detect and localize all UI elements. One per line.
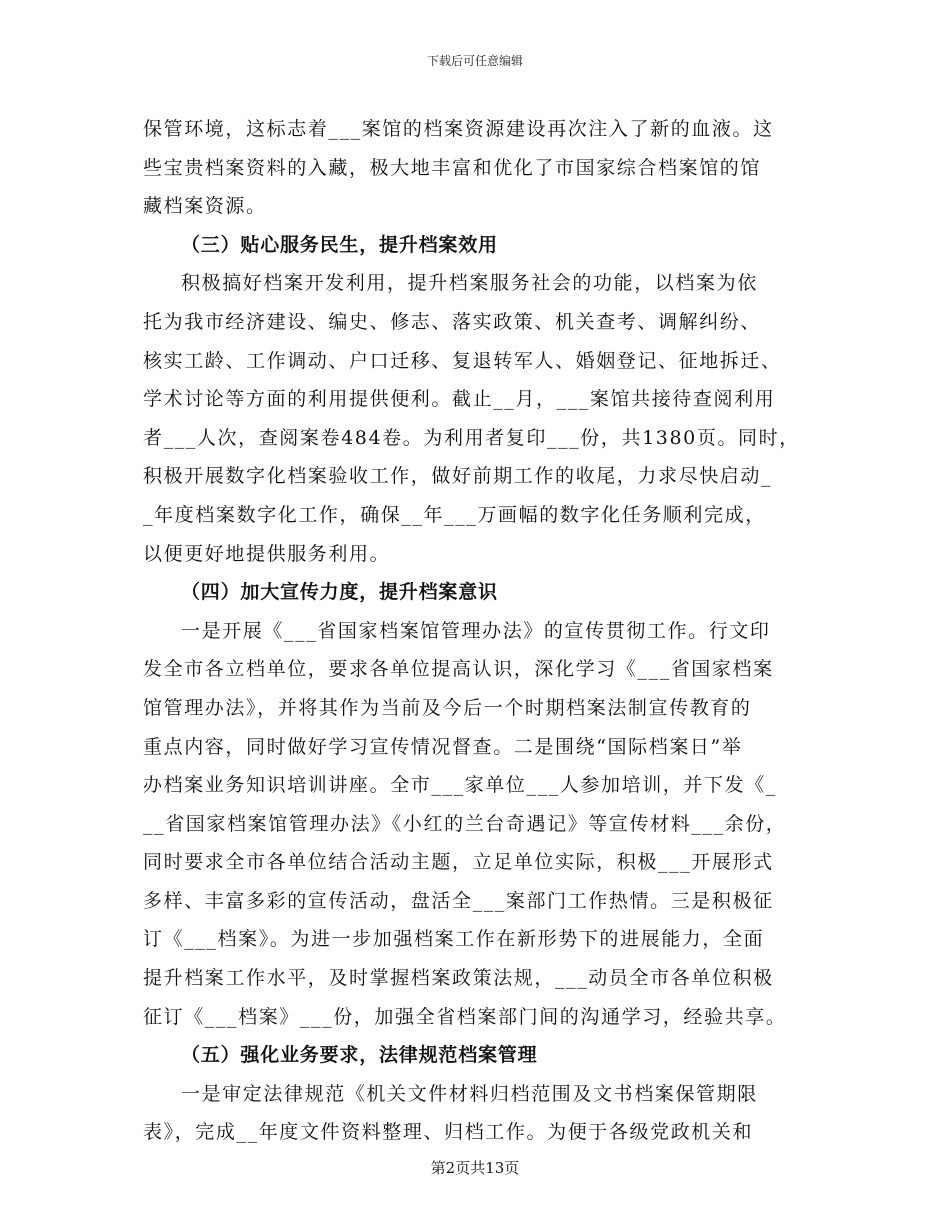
body-line: 办档案业务知识培训讲座。全市___家单位___人参加培训，并下发《_ xyxy=(143,774,777,797)
body-line: 表》，完成__年度文件资料整理、归档工作。为便于各级党政机关和 xyxy=(143,1121,754,1144)
body-line: 订《___档案》。为进一步加强档案工作在新形势下的进展能力，全面 xyxy=(143,928,765,951)
page-number: 第2页共13页 xyxy=(430,1159,520,1177)
page-header: 下载后可任意编辑 xyxy=(426,54,523,68)
body-line: 多样、丰富多彩的宣传活动，盘活全___案部门工作热情。三是积极征 xyxy=(143,889,774,912)
body-line: 以便更好地提供服务利用。 xyxy=(143,542,391,565)
body-line: 馆管理办法》，并将其作为当前及今后一个时期档案法制宣传教育的 xyxy=(143,696,752,719)
body-line: 托为我市经济建设、编史、修志、落实政策、机关查考、调解纠纷、 xyxy=(143,310,762,333)
body-line: 征订《___档案》___份，加强全省档案部门间的沟通学习，经验共享。 xyxy=(143,1005,787,1028)
body-line: 提升档案工作水平，及时掌握档案政策法规，___动员全市各单位积极 xyxy=(143,967,774,990)
body-line: 核实工龄、工作调动、户口迁移、复退转军人、婚姻登记、征地拆迁、 xyxy=(143,349,782,372)
body-line: 一是审定法律规范《机关文件材料归档范围及文书档案保管期限 xyxy=(181,1082,758,1105)
body-line: 者___人次，查阅案卷484卷。为利用者复印___份，共1380页。同时， xyxy=(143,426,800,449)
body-line: 重点内容，同时做好学习宣传情况督查。二是围绕“国际档案日”举 xyxy=(143,735,743,758)
body-line: 积极搞好档案开发利用，提升档案服务社会的功能，以档案为依 xyxy=(181,272,758,295)
body-line: 藏档案资源。 xyxy=(143,195,267,218)
body-line: 发全市各立档单位，要求各单位提高认识，深化学习《___省国家档案 xyxy=(143,658,774,681)
body-line: 保管环境，这标志着___案馆的档案资源建设再次注入了新的血液。这 xyxy=(143,118,774,140)
body-line: 积极开展数字化档案验收工作，做好前期工作的收尾，力求尽快启动_ xyxy=(143,465,773,488)
body-line: 些宝贵档案资料的入藏，极大地丰富和优化了市国家综合档案馆的馆 xyxy=(143,156,762,179)
body-line: __省国家档案馆管理办法》《小红的兰台奇遇记》等宣传材料___余份， xyxy=(143,812,787,835)
section-heading-5: （五）强化业务要求，法律规范档案管理 xyxy=(181,1044,538,1067)
body-line: 一是开展《___省国家档案馆管理办法》的宣传贯彻工作。行文印 xyxy=(181,619,771,642)
document-body xyxy=(143,110,813,1152)
section-heading-4: （四）加大宣传力度，提升档案意识 xyxy=(181,581,498,604)
section-heading-3: （三）贴心服务民生，提升档案效用 xyxy=(181,233,498,256)
body-line: _年度档案数字化工作，确保__年___万画幅的数字化任务顺利完成， xyxy=(143,503,766,526)
body-line: 学术讨论等方面的利用提供便利。截止__月，___案馆共接待查阅利用 xyxy=(143,388,776,411)
body-line: 同时要求全市各单位结合活动主题，立足单位实际，积极___开展形式 xyxy=(143,851,774,874)
